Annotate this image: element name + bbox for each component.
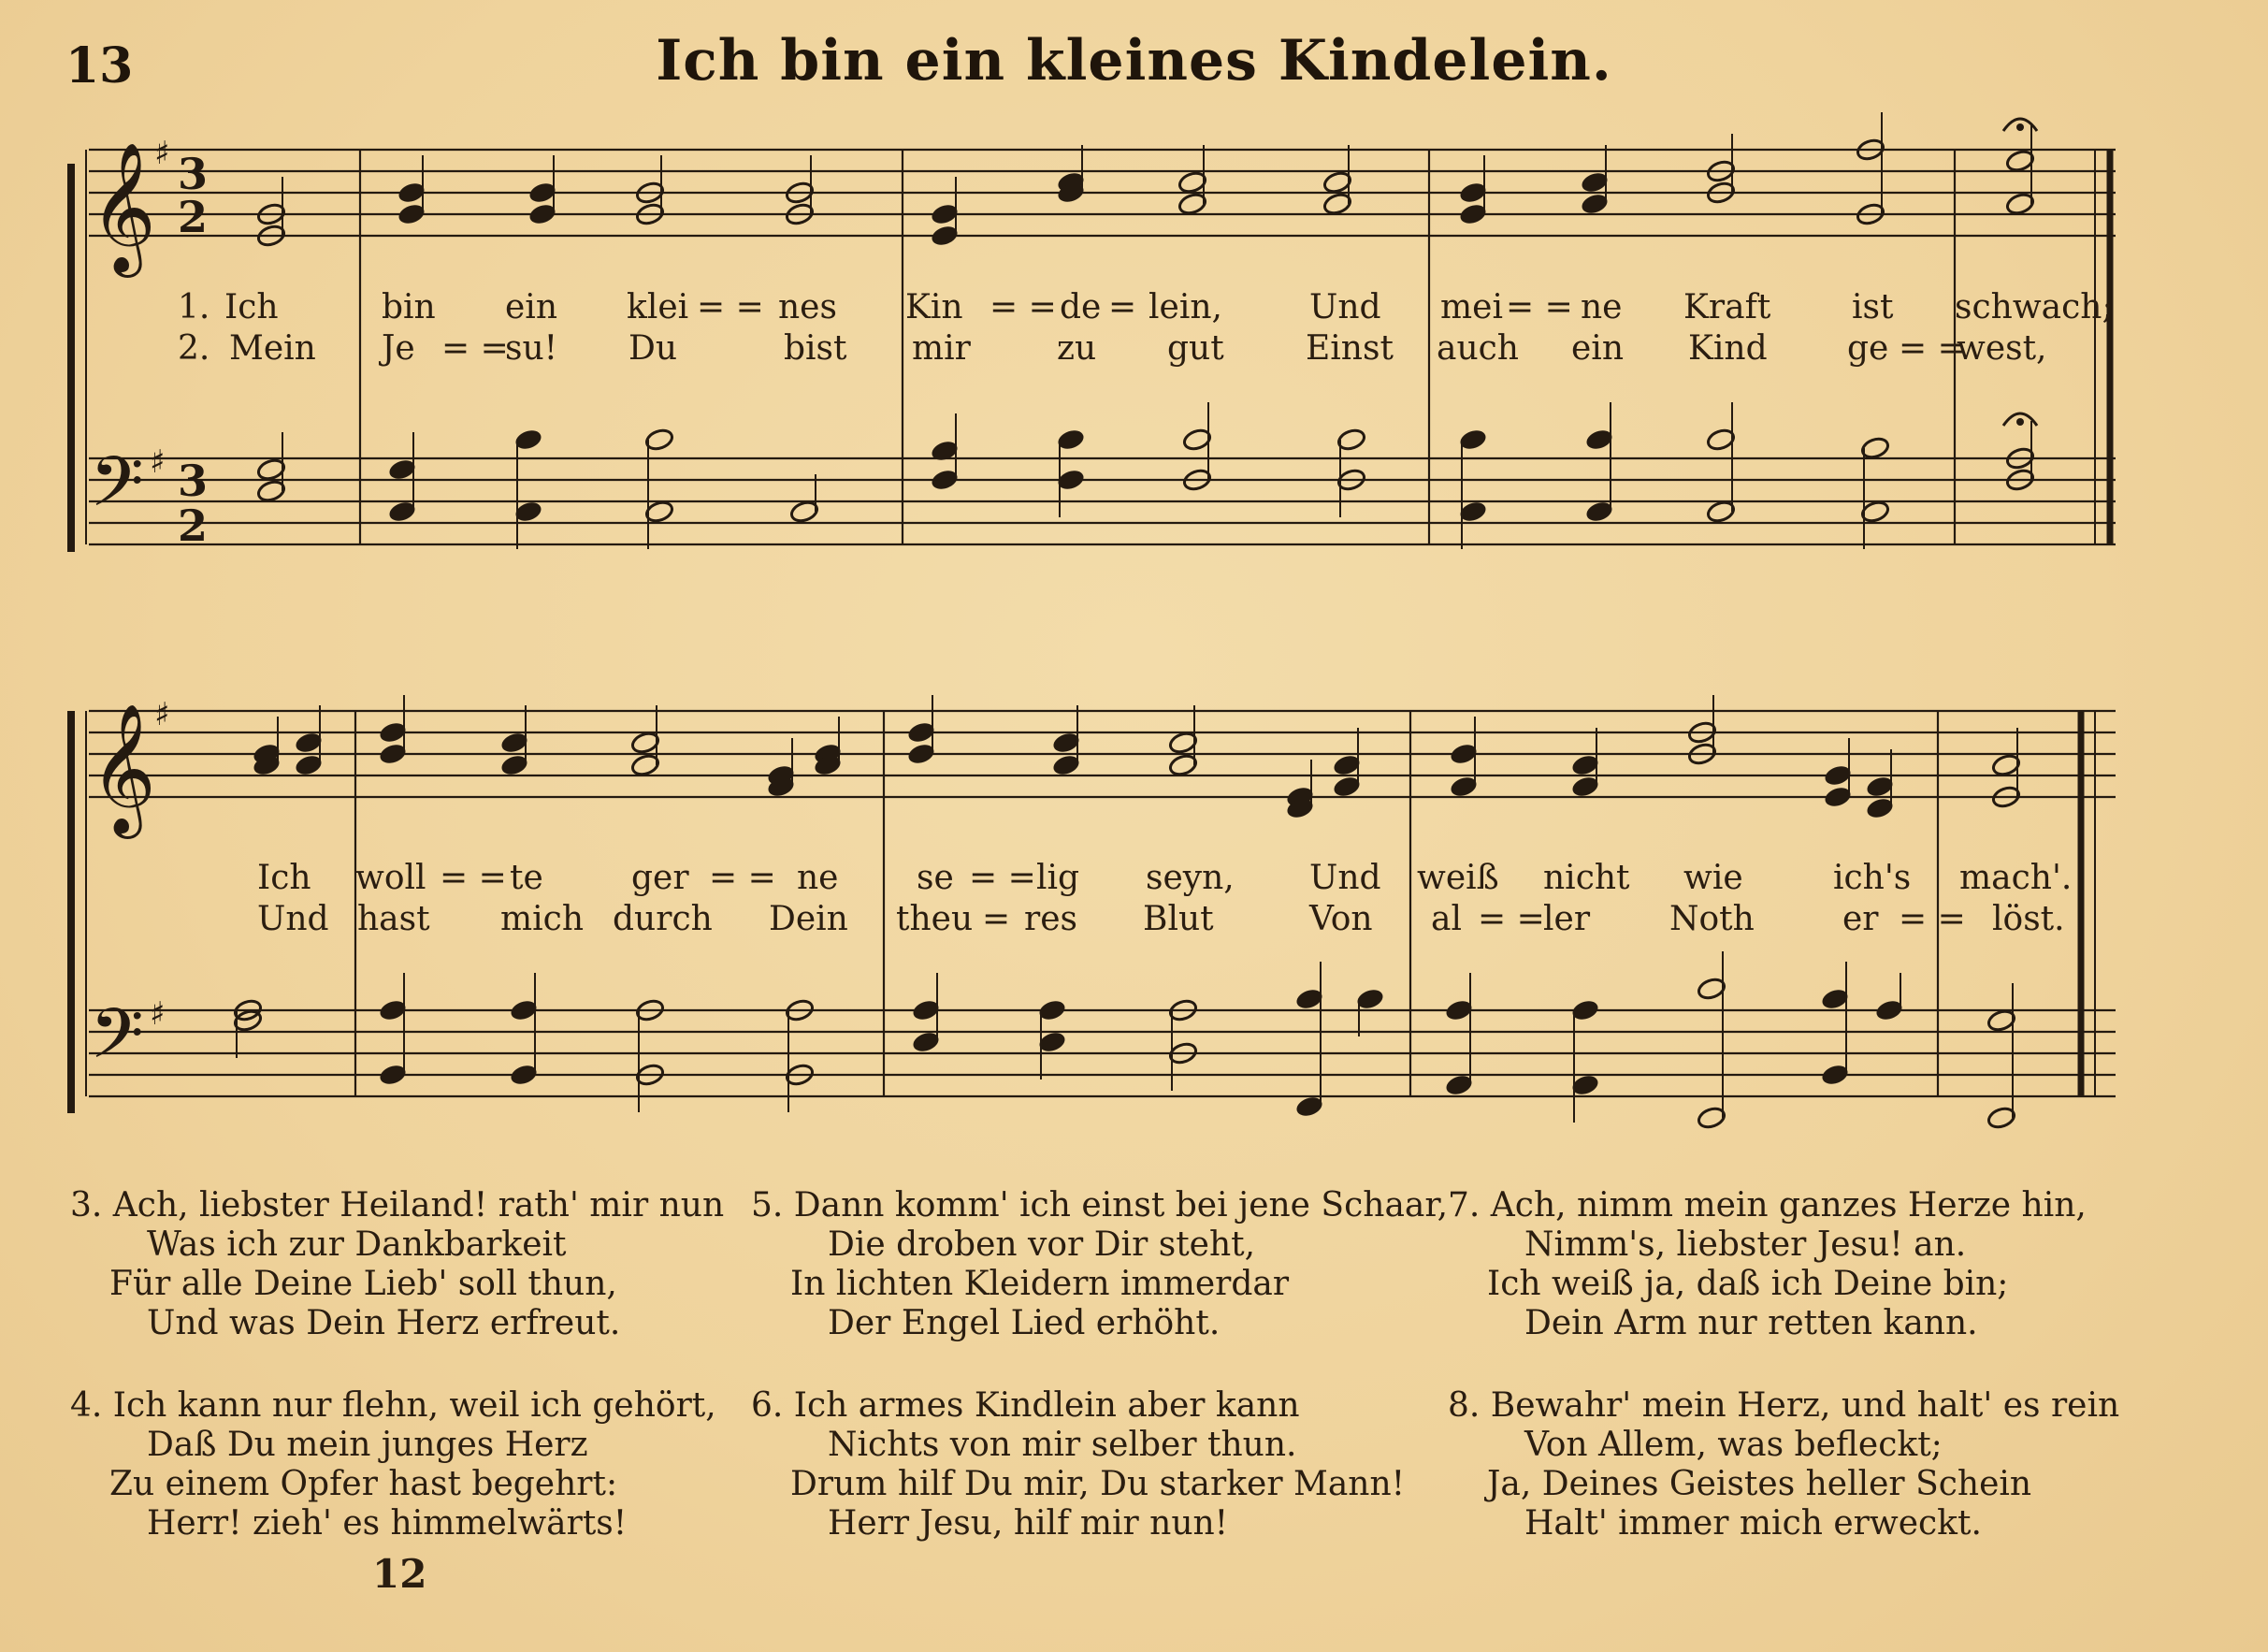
lyric-syllable: nes — [778, 288, 837, 326]
lyric-syllable: löst. — [1992, 900, 2065, 938]
lyric-syllable: = — [1108, 288, 1137, 326]
time-sig-bottom: 2 — [178, 192, 209, 242]
lyric-syllable: mei — [1440, 288, 1503, 326]
lyric-syllable: woll — [355, 859, 426, 897]
lyric-syllable: wie — [1683, 859, 1743, 897]
lyric-syllable: Ich — [257, 859, 311, 897]
lyric-syllable: = = — [441, 329, 509, 368]
lyric-syllable: Und — [1309, 859, 1381, 897]
lyric-syllable: lig — [1036, 859, 1080, 897]
lyric-syllable: bin — [382, 288, 436, 326]
lyric-syllable: = = — [969, 859, 1036, 897]
lyrics-s1-verse1 — [0, 288, 2268, 335]
lyric-syllable: = = — [1506, 288, 1573, 326]
time-sig-bottom: 2 — [178, 500, 209, 551]
lyric-syllable: ein — [1571, 329, 1625, 368]
lyric-syllable: durch — [613, 900, 713, 938]
lyric-syllable: mich — [500, 900, 584, 938]
sharp-icon: ♯ — [154, 696, 170, 733]
lyric-syllable: Und — [1309, 288, 1381, 326]
lyric-syllable: Ich — [224, 288, 279, 326]
sharp-icon: ♯ — [154, 135, 170, 172]
lyric-syllable: ein — [505, 288, 558, 326]
lyric-syllable: mach'. — [1959, 859, 2073, 897]
lyric-syllable: = = — [1899, 329, 1966, 368]
treble-clef-icon: 𝄞 — [90, 142, 156, 272]
lyric-syllable: res — [1024, 900, 1077, 938]
lyric-syllable: Dein — [769, 900, 848, 938]
catchword: 12 — [372, 1551, 427, 1597]
lyric-syllable: Und — [257, 900, 329, 938]
lyric-syllable: = = — [697, 288, 764, 326]
lyric-syllable: er — [1842, 900, 1879, 938]
system1-treble-staff — [89, 150, 2116, 236]
lyric-syllable: = = — [1899, 900, 1966, 938]
fermata-dot — [2016, 123, 2024, 131]
lyric-syllable: = — [982, 900, 1011, 938]
lyric-syllable: lein, — [1148, 288, 1222, 326]
lyric-syllable: 1. — [178, 288, 210, 326]
stanza-4: 4. Ich kann nur flehn, weil ich gehört, Daß Du mein junges Herz Zu einem Opfer hast begehrt: Herr! zieh' es himmelwärts! — [70, 1386, 716, 1543]
stanza-6: 6. Ich armes Kindlein aber kann Nichts von mir selber thun. Drum hilf Du mir, Du starker Mann! Herr Jesu, hilf mir nun! — [751, 1386, 1406, 1543]
lyric-syllable: ge — [1847, 329, 1889, 368]
page-number: 13 — [65, 37, 134, 94]
lyric-syllable: theu — [896, 900, 974, 938]
stanza-8: 8. Bewahr' mein Herz, und halt' es rein Von Allem, was befleckt; Ja, Deines Geistes heller Schein Halt' immer mich erweckt. — [1448, 1386, 2120, 1543]
lyric-syllable: gut — [1167, 329, 1224, 368]
lyric-syllable: Noth — [1669, 900, 1755, 938]
lyric-syllable: Je — [382, 329, 415, 368]
lyric-syllable: al — [1431, 900, 1462, 938]
lyric-syllable: se — [917, 859, 954, 897]
time-sig-top: 3 — [178, 149, 209, 199]
notes-layer — [233, 112, 2037, 1130]
lyric-syllable: ler — [1543, 900, 1591, 938]
lyric-syllable: nicht — [1543, 859, 1630, 897]
lyric-syllable: de — [1060, 288, 1102, 326]
lyric-syllable: zu — [1057, 329, 1097, 368]
lyric-syllable: Mein — [229, 329, 316, 368]
lyric-syllable: mir — [912, 329, 971, 368]
lyric-syllable: Kraft — [1683, 288, 1771, 326]
lyrics-s2-verse1 — [0, 859, 2268, 906]
treble-clef-icon: 𝄞 — [90, 703, 156, 833]
lyric-syllable: = = — [990, 288, 1057, 326]
lyric-syllable: seyn, — [1146, 859, 1235, 897]
lyric-syllable: = = — [440, 859, 507, 897]
sharp-icon: ♯ — [150, 443, 166, 481]
lyric-syllable: weiß — [1417, 859, 1499, 897]
bass-clef-icon: 𝄢 — [90, 993, 144, 1092]
lyric-syllable: = = — [1478, 900, 1545, 938]
lyric-syllable: ne — [797, 859, 839, 897]
lyric-syllable: ger — [631, 859, 689, 897]
lyric-syllable: Du — [628, 329, 678, 368]
lyric-syllable: 2. — [178, 329, 210, 368]
lyric-syllable: Blut — [1143, 900, 1214, 938]
lyric-syllable: ist — [1852, 288, 1894, 326]
hymn-title: Ich bin ein kleines Kindelein. — [656, 28, 1612, 94]
stanza-5: 5. Dann komm' ich einst bei jene Schaar, Die droben vor Dir steht, In lichten Kleidern immerdar Der Engel Lied erhöht. — [751, 1186, 1449, 1342]
lyric-syllable: klei — [627, 288, 689, 326]
lyric-syllable: Einst — [1306, 329, 1394, 368]
lyric-syllable: Kin — [905, 288, 963, 326]
lyric-syllable: hast — [357, 900, 430, 938]
lyric-syllable: west, — [1957, 329, 2047, 368]
lyric-syllable: bist — [784, 329, 847, 368]
lyric-syllable: schwach; — [1955, 288, 2114, 326]
stanza-3: 3. Ach, liebster Heiland! rath' mir nun Was ich zur Dankbarkeit Für alle Deine Lieb' soll thun, Und was Dein Herz erfreut. — [70, 1186, 725, 1342]
stanza-7: 7. Ach, nimm mein ganzes Herze hin, Nimm's, liebster Jesu! an. Ich weiß ja, daß ich Deine bin; Dein Arm nur retten kann. — [1448, 1186, 2087, 1342]
lyrics-s1-verse2 — [0, 329, 2268, 376]
lyrics-s2-verse2 — [0, 900, 2268, 947]
bass-clef-icon: 𝄢 — [90, 442, 144, 540]
time-sig-top: 3 — [178, 456, 209, 506]
sharp-icon: ♯ — [150, 995, 166, 1033]
lyric-syllable: su! — [505, 329, 558, 368]
lyric-syllable: Kind — [1688, 329, 1768, 368]
lyric-syllable: te — [510, 859, 543, 897]
lyric-syllable: ne — [1581, 288, 1623, 326]
lyric-syllable: = = — [709, 859, 776, 897]
lyric-syllable: auch — [1437, 329, 1519, 368]
fermata-dot — [2016, 418, 2024, 426]
lyric-syllable: Von — [1309, 900, 1373, 938]
lyric-syllable: ich's — [1833, 859, 1912, 897]
